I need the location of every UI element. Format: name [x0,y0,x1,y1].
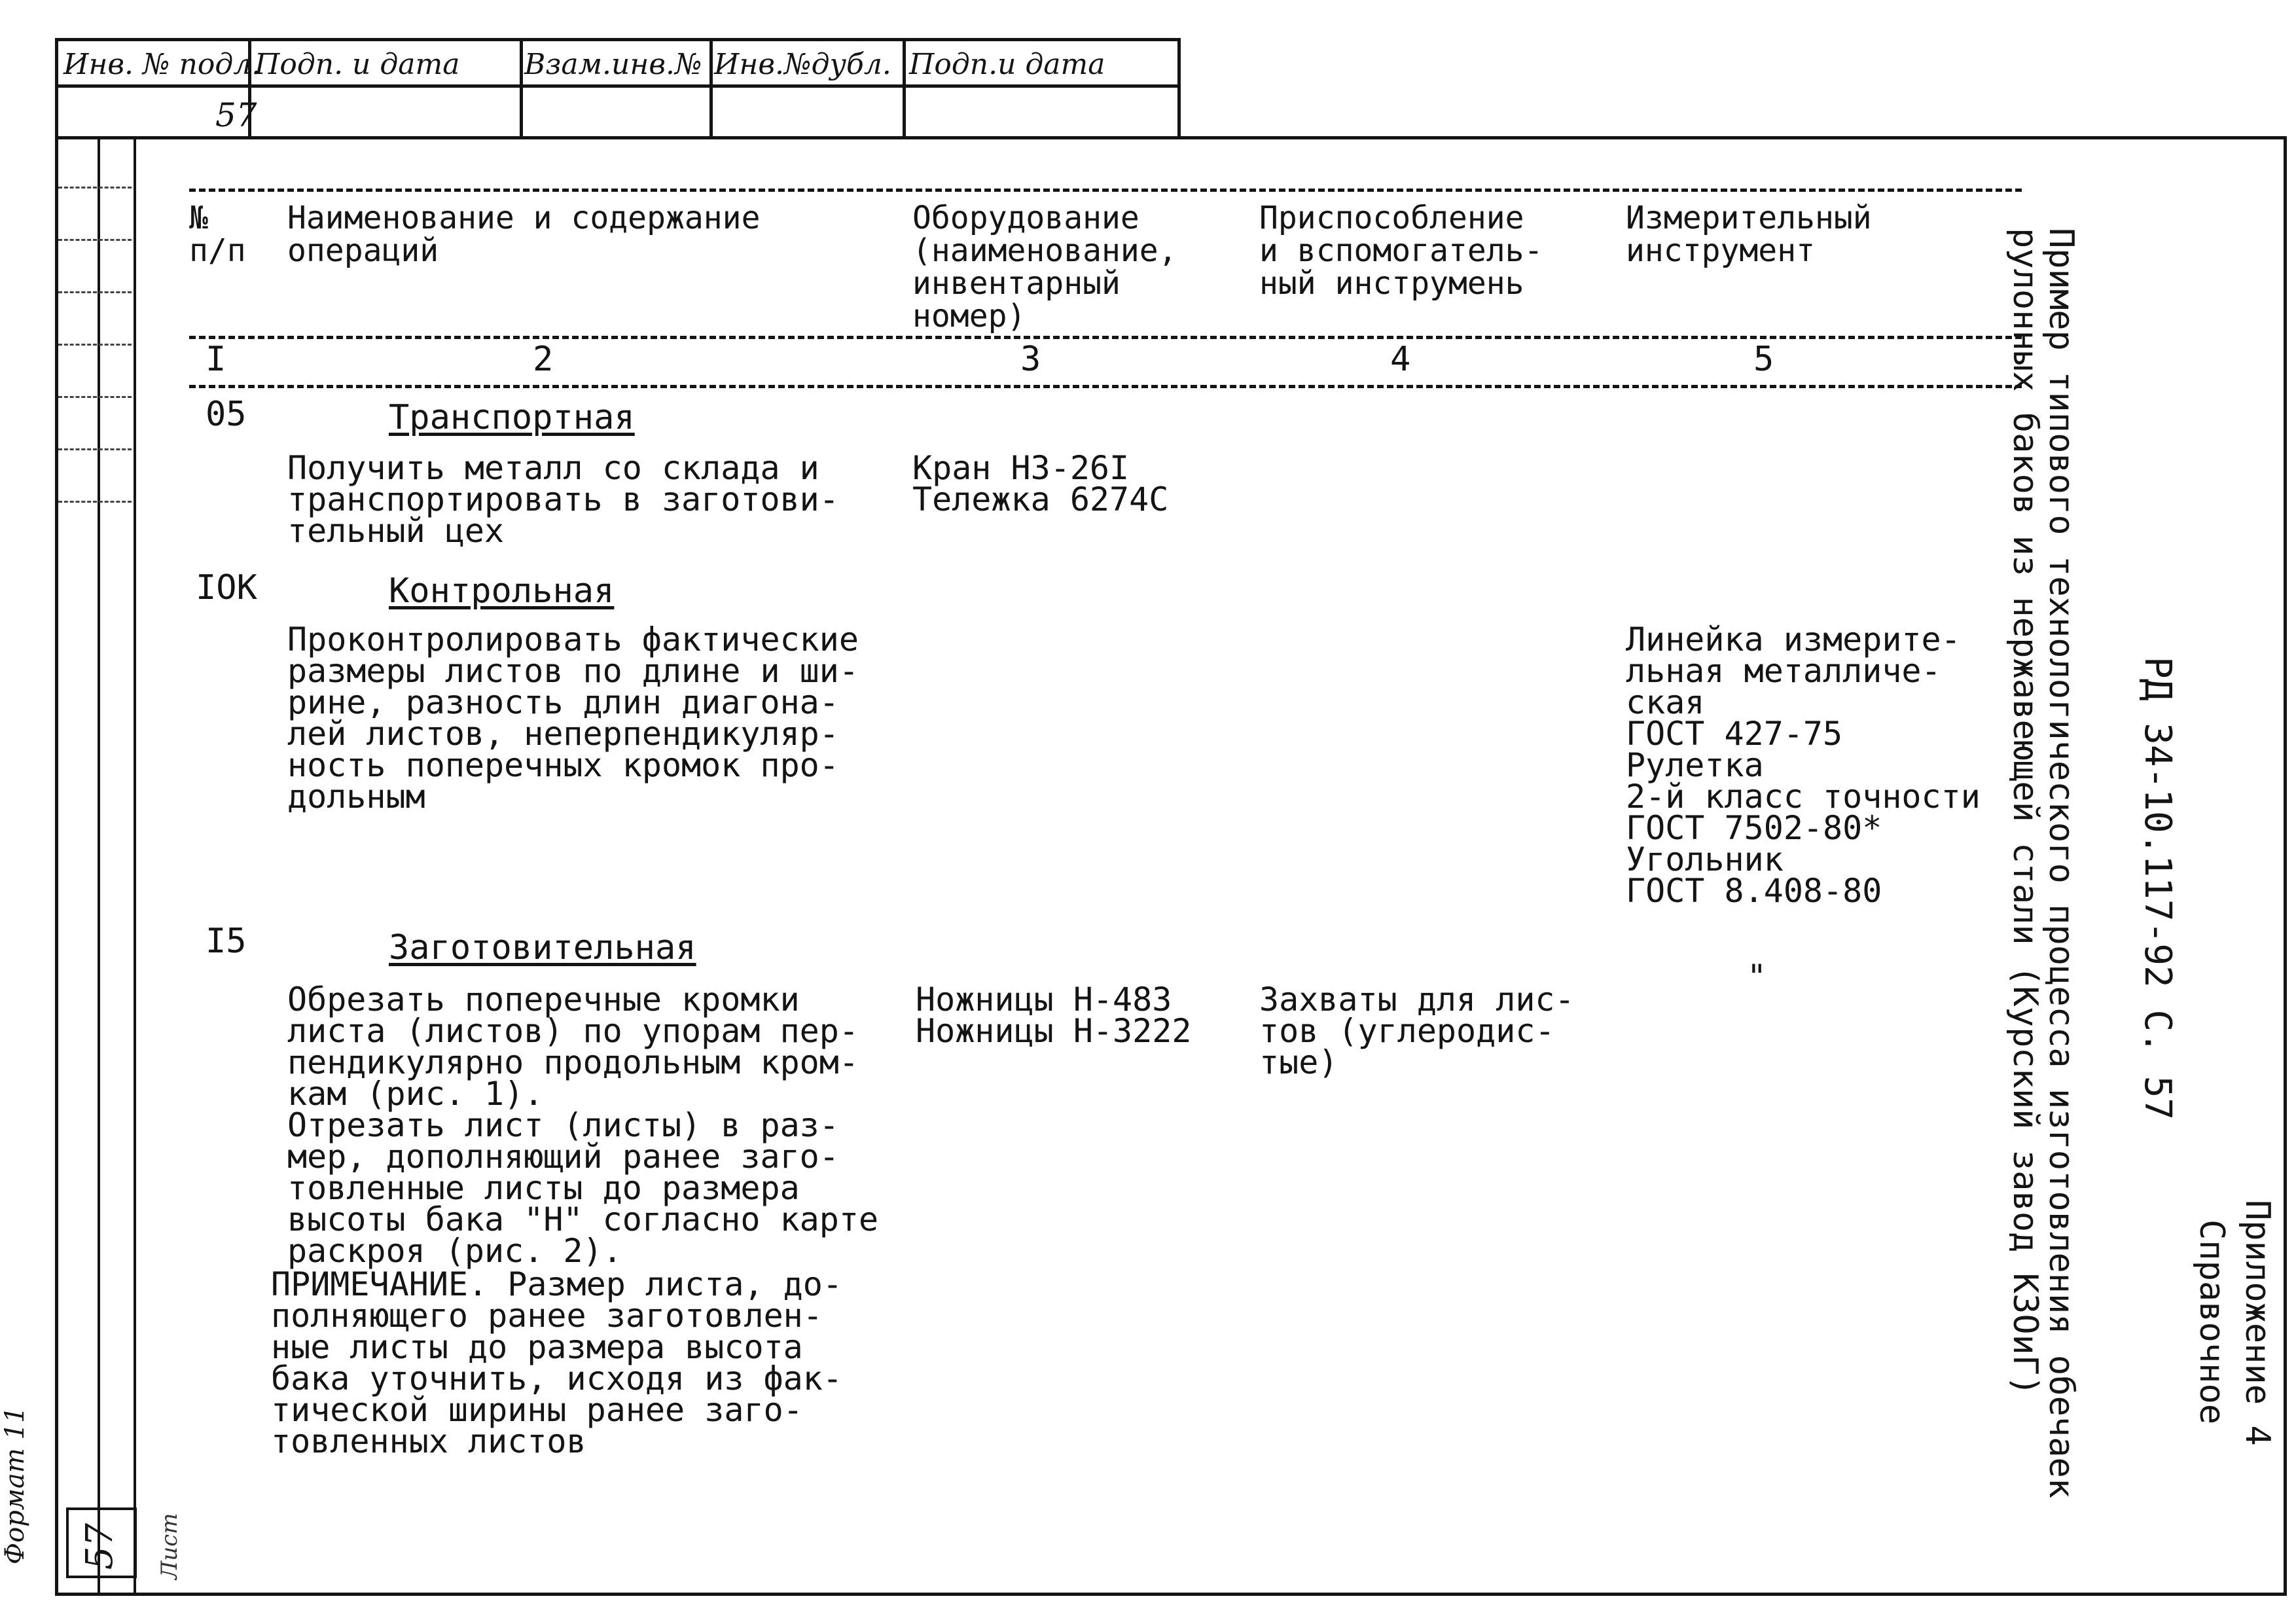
approval-stamp-block [55,38,1181,136]
operation-title: Контрольная [389,571,615,611]
header-operation: Наименование и содержание операций [287,200,761,269]
operation-content: Обрезать поперечные кромки листа (листов) по упорам пер- пендикулярно продольным кром- кам (рис. 1). Отрезать лист (листы) в раз- мер, дополняющий ранее заго- товленные листы до размера высоты бака "Н" согласно карте раскроя (рис. 2). [287,981,879,1270]
operation-number: IOK [196,568,257,607]
strip-divider [98,139,100,1593]
stamp-header-signature-date-2: Подп.и дата [909,48,1105,81]
header-measuring: Измерительный инструмент [1626,200,1872,269]
document-frame [55,136,2287,1596]
operation-measuring: Линейка измерите- льная металличе- ская ГОСТ 427-75 Рулетка 2-й класс точности ГОСТ 7502-80* Угольник ГОСТ 8.408-80 [1626,621,1981,910]
sheet-number: 57 [79,1523,122,1570]
operation-number: 05 [206,395,247,434]
column-number: I [206,340,226,379]
column-number: 2 [533,340,554,379]
header-equipment: Оборудование (наименование, инвентарный номер) [912,200,1177,334]
operation-content: Проконтролировать фактические размеры листов по длине и ши- рине, разность длин диагона- лей листов, неперпендикуляр- ность поперечных кромок про- дольным [287,621,859,816]
operation-title: Транспортная [389,398,635,437]
stamp-column-divider [903,41,906,136]
operation-number: I5 [206,922,247,961]
document-title-line2: рулонных баков из нержавеющей стали (Курский завод КЗОиГ) [2005,228,2045,1396]
operation-measuring: " [1747,958,1767,996]
format-label: Формат 11 [0,1406,30,1564]
stamp-column-divider [709,41,713,136]
operation-fixture: Захваты для лис- тов (углеродис- тые) [1259,981,1575,1081]
header-fixture: Приспособление и вспомогатель- ный инструмень [1259,200,1543,302]
document-title-line1: Пример типового технологического процесса изготовления обечаек [2041,228,2081,1499]
column-number: 3 [1020,340,1041,379]
stamp-divider [58,84,1177,88]
document-code: РД 34-10.117-92 С. 57 [2136,657,2179,1121]
strip-cell [58,211,132,241]
strip-cell [58,369,132,398]
operation-equipment: Кран НЗ-26I Тележка 6274С [912,449,1169,518]
operation-title: Заготовительная [389,928,696,967]
sheet-label: Лист [156,1513,183,1579]
stamp-signature: 57 [215,96,257,134]
stamp-header-inv-duplicate: Инв.№дубл. [714,48,891,81]
strip-cell [58,264,132,293]
stamp-header-inv-original: Инв. № подл. [63,48,261,81]
strip-cell [58,316,132,346]
appendix-label: Приложение 4 [2238,1200,2277,1446]
strip-cell [58,421,132,450]
column-numbers-line [189,385,2022,388]
stamp-column-divider [520,41,523,136]
strip-cell [58,473,132,503]
operation-content: Получить металл со склада и транспортировать в заготови- тельный цех [287,449,839,550]
column-number: 5 [1753,340,1774,379]
stamp-header-signature-date: Подп. и дата [255,48,460,81]
column-number: 4 [1390,340,1411,379]
stamp-header-replacement-inv: Взам.инв.№ [524,48,702,81]
strip-divider [134,139,136,1593]
strip-cell [58,159,132,189]
header-num: № п/п [189,200,246,269]
header-top-line [189,189,2022,192]
header-bottom-line [189,336,2022,339]
operation-equipment: Ножницы Н-483 Ножницы Н-3222 [916,981,1192,1050]
reference-label: Справочное [2192,1219,2231,1425]
operation-note: ПРИМЕЧАНИЕ. Размер листа, до- полняющего ранее заготовлен- ные листы до размера высота бака уточнить, исходя из фак- тической ширины ранее заго- товленных листов [271,1265,842,1460]
